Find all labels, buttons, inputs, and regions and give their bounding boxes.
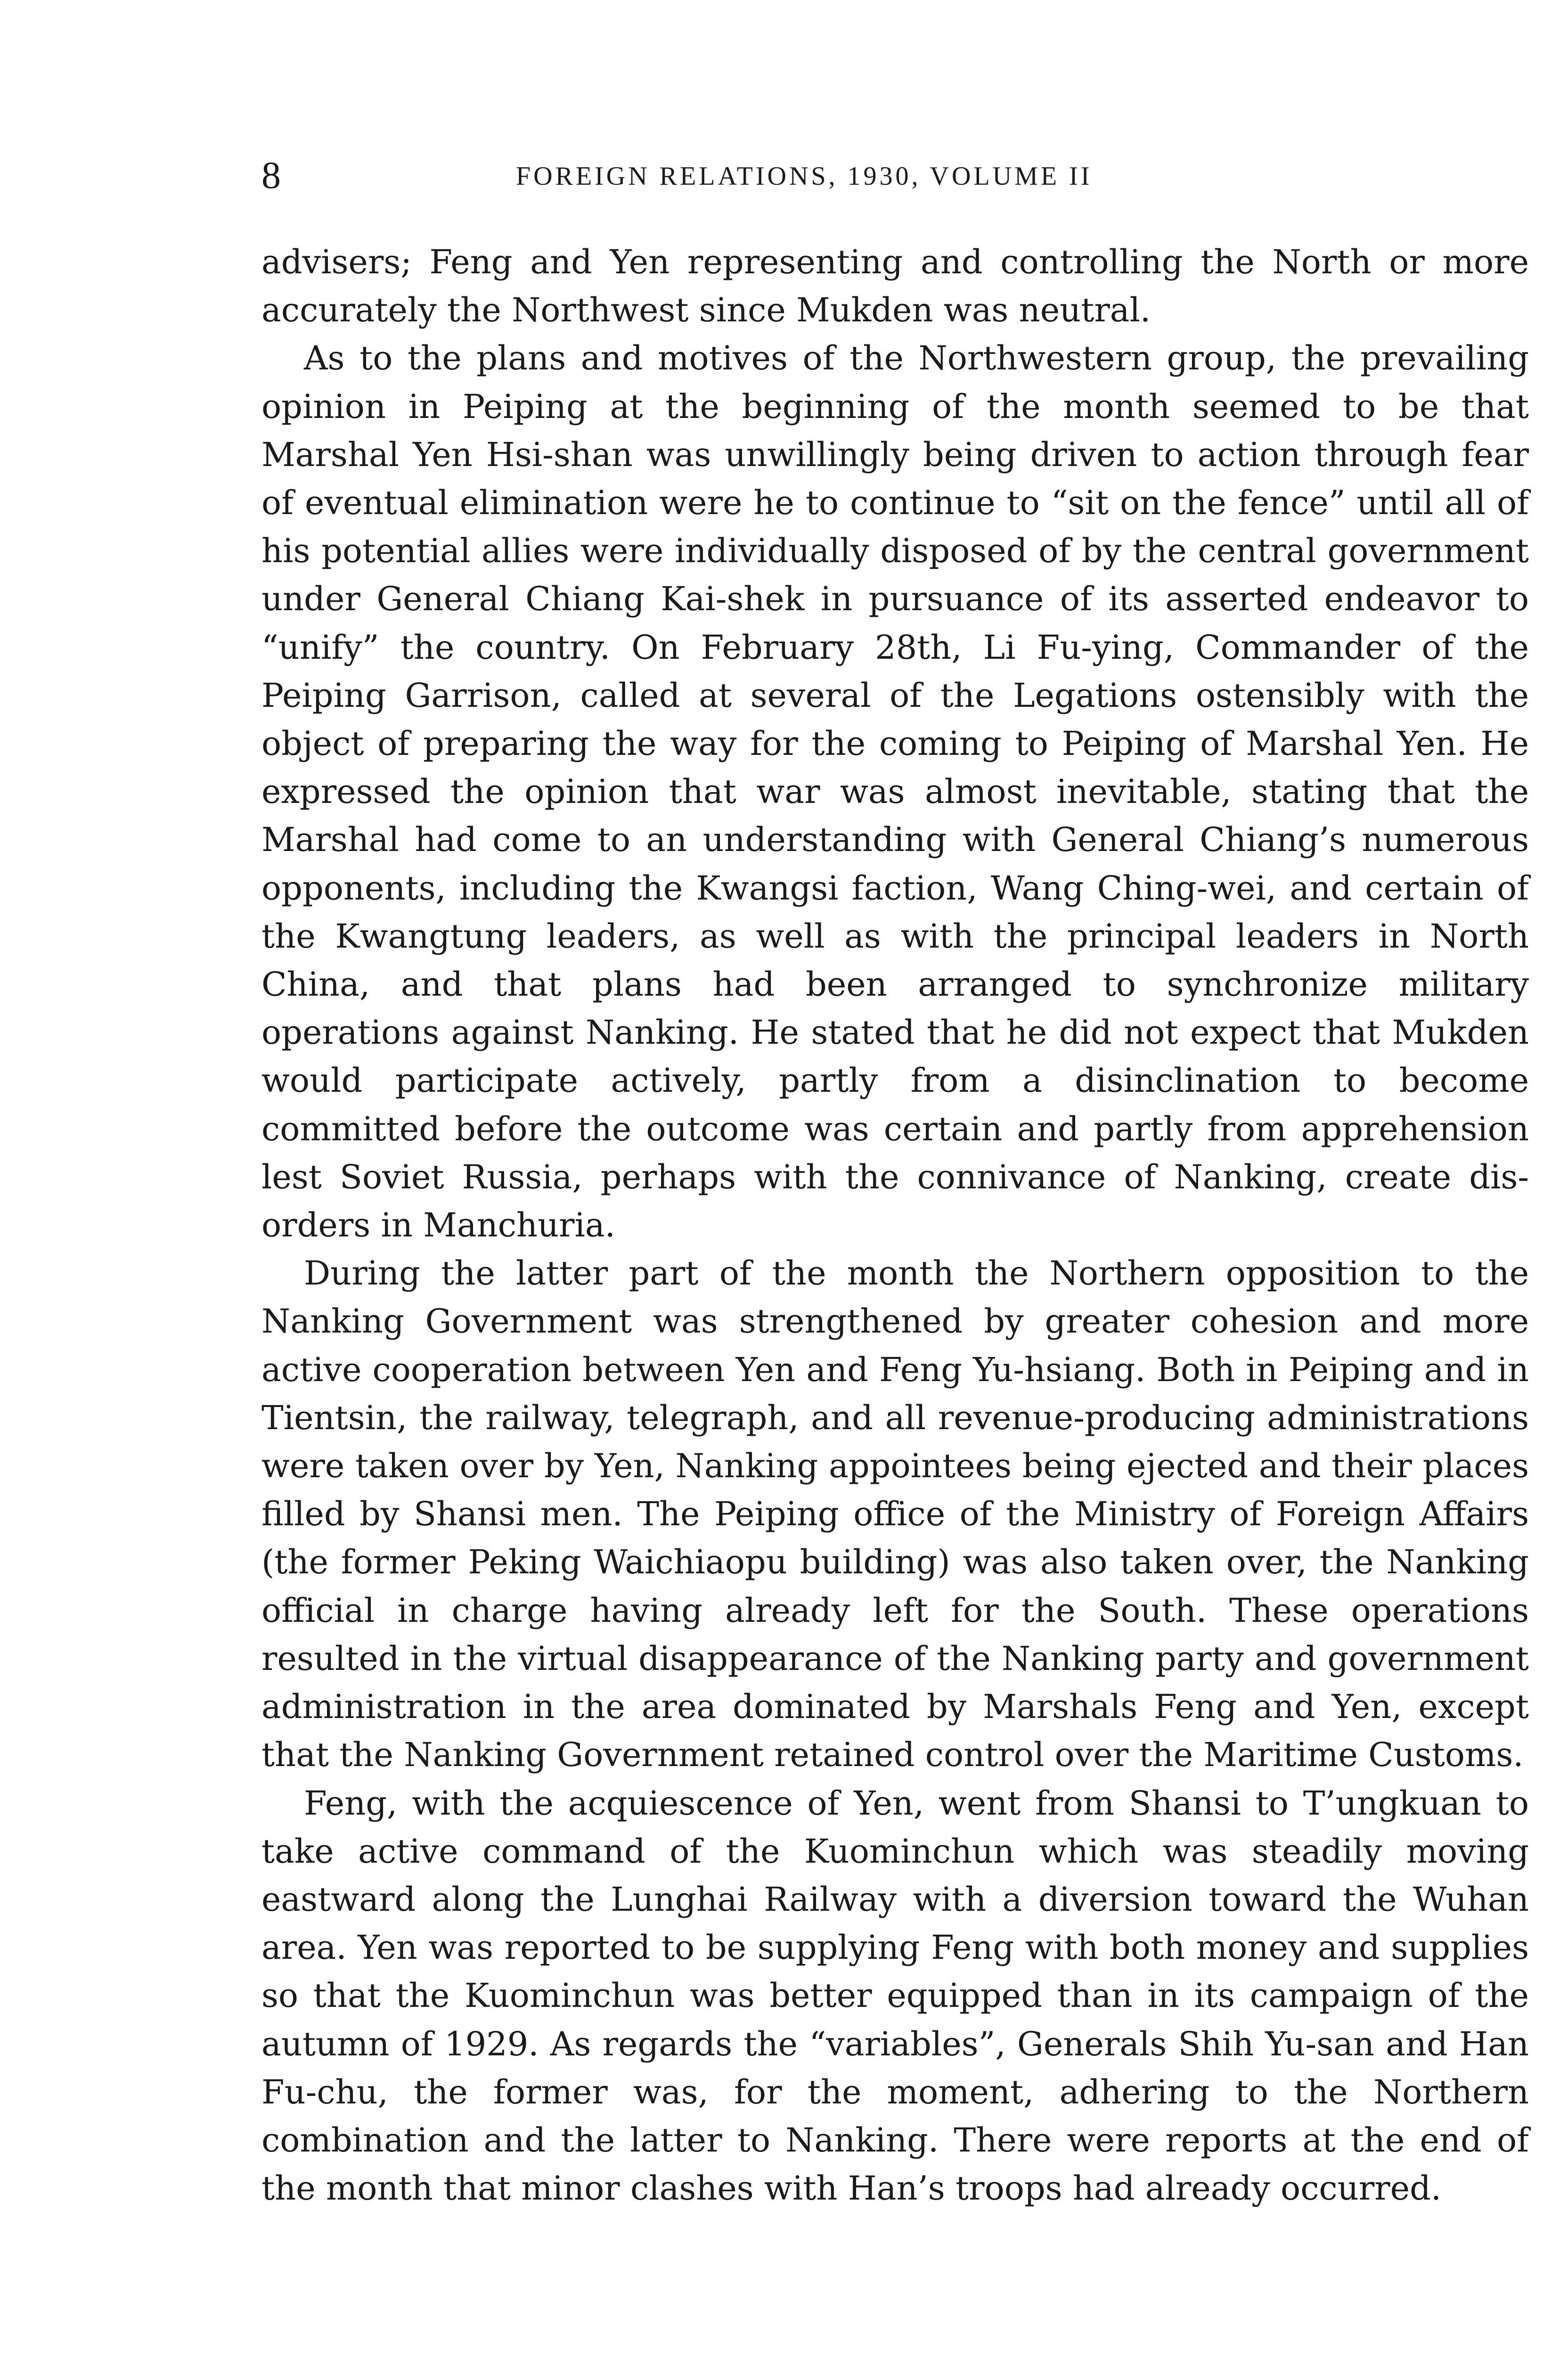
paragraph-feng-kuominchun: Feng, with the acquiescence of Yen, went from Shansi to T’ungkuan to take active command of the Kuominchun which was steadily moving eastward along the Lunghai Railway with a diversion toward the Wuhan area. Yen was reported to be supplying Feng with both money and supplies so that the Kuominchun was better equipped than in its campaign of the autumn of 1929. As regards the “variables”, Generals Shih Yu-san and Han Fu-chu, the former was, for the moment, adhering to the Northern combination and the latter to Nanking. There were reports at the end of the month that minor clashes with Han’s troops had already occurred. (261, 1783, 1529, 2208)
body-text (261, 238, 1529, 2212)
page-number: 8 (261, 154, 281, 196)
paragraph-continuation: advisers; Feng and Yen representing and controlling the North or more accurately the Northwest since Mukden was neutral. (261, 243, 1529, 330)
running-head (261, 152, 1529, 208)
running-title: FOREIGN RELATIONS, 1930, VOLUME II (516, 162, 1093, 191)
paragraph-northern-opposition: During the latter part of the month the Northern opposition to the Nanking Government was strengthened by greater cohesion and more active cooperation between Yen and Feng Yu-hsiang. Both in Peiping and in Tientsin, the railway, telegraph, and all revenue-producing administrations were taken over by Yen, Nanking appointees being ejected and their places filled by Shansi men. The Peiping office of the Ministry of Foreign Affairs (the former Peking Waichiaopu building) was also taken over, the Nanking official in charge having already left for the South. These operations resulted in the virtual disappearance of the Nanking party and government administration in the area dominated by Marshals Feng and Yen, except that the Nanking Government retained control over the Maritime Customs. (261, 1254, 1529, 1775)
paragraph-northwestern-group: As to the plans and motives of the Northwestern group, the prevailing opinion in Peiping at the beginning of the month seemed to be that Marshal Yen Hsi-shan was unwillingly being driven to action through fear of eventual elimination were he to continue to “sit on the fence” until all of his potential allies were individually disposed of by the central government under General Chiang Kai-shek in pursuance of its asserted endeavor to “unify” the country. On February 28th, Li Fu-ying, Commander of the Peiping Garrison, called at several of the Legations ostensibly with the object of preparing the way for the coming to Peiping of Marshal Yen. He expressed the opinion that war was almost inevitable, stating that the Marshal had come to an understanding with General Chiang’s numerous opponents, including the Kwangsi faction, Wang Ching-wei, and certain of the Kwangtung leaders, as well as with the principal leaders in North China, and that plans had been arranged to synchronize military operations against Nanking. He stated that he did not expect that Mukden would participate actively, partly from a disinclination to become committed before the outcome was certain and partly from apprehension lest Soviet Russia, perhaps with the connivance of Nanking, create disorders in Manchuria. (261, 339, 1529, 1245)
